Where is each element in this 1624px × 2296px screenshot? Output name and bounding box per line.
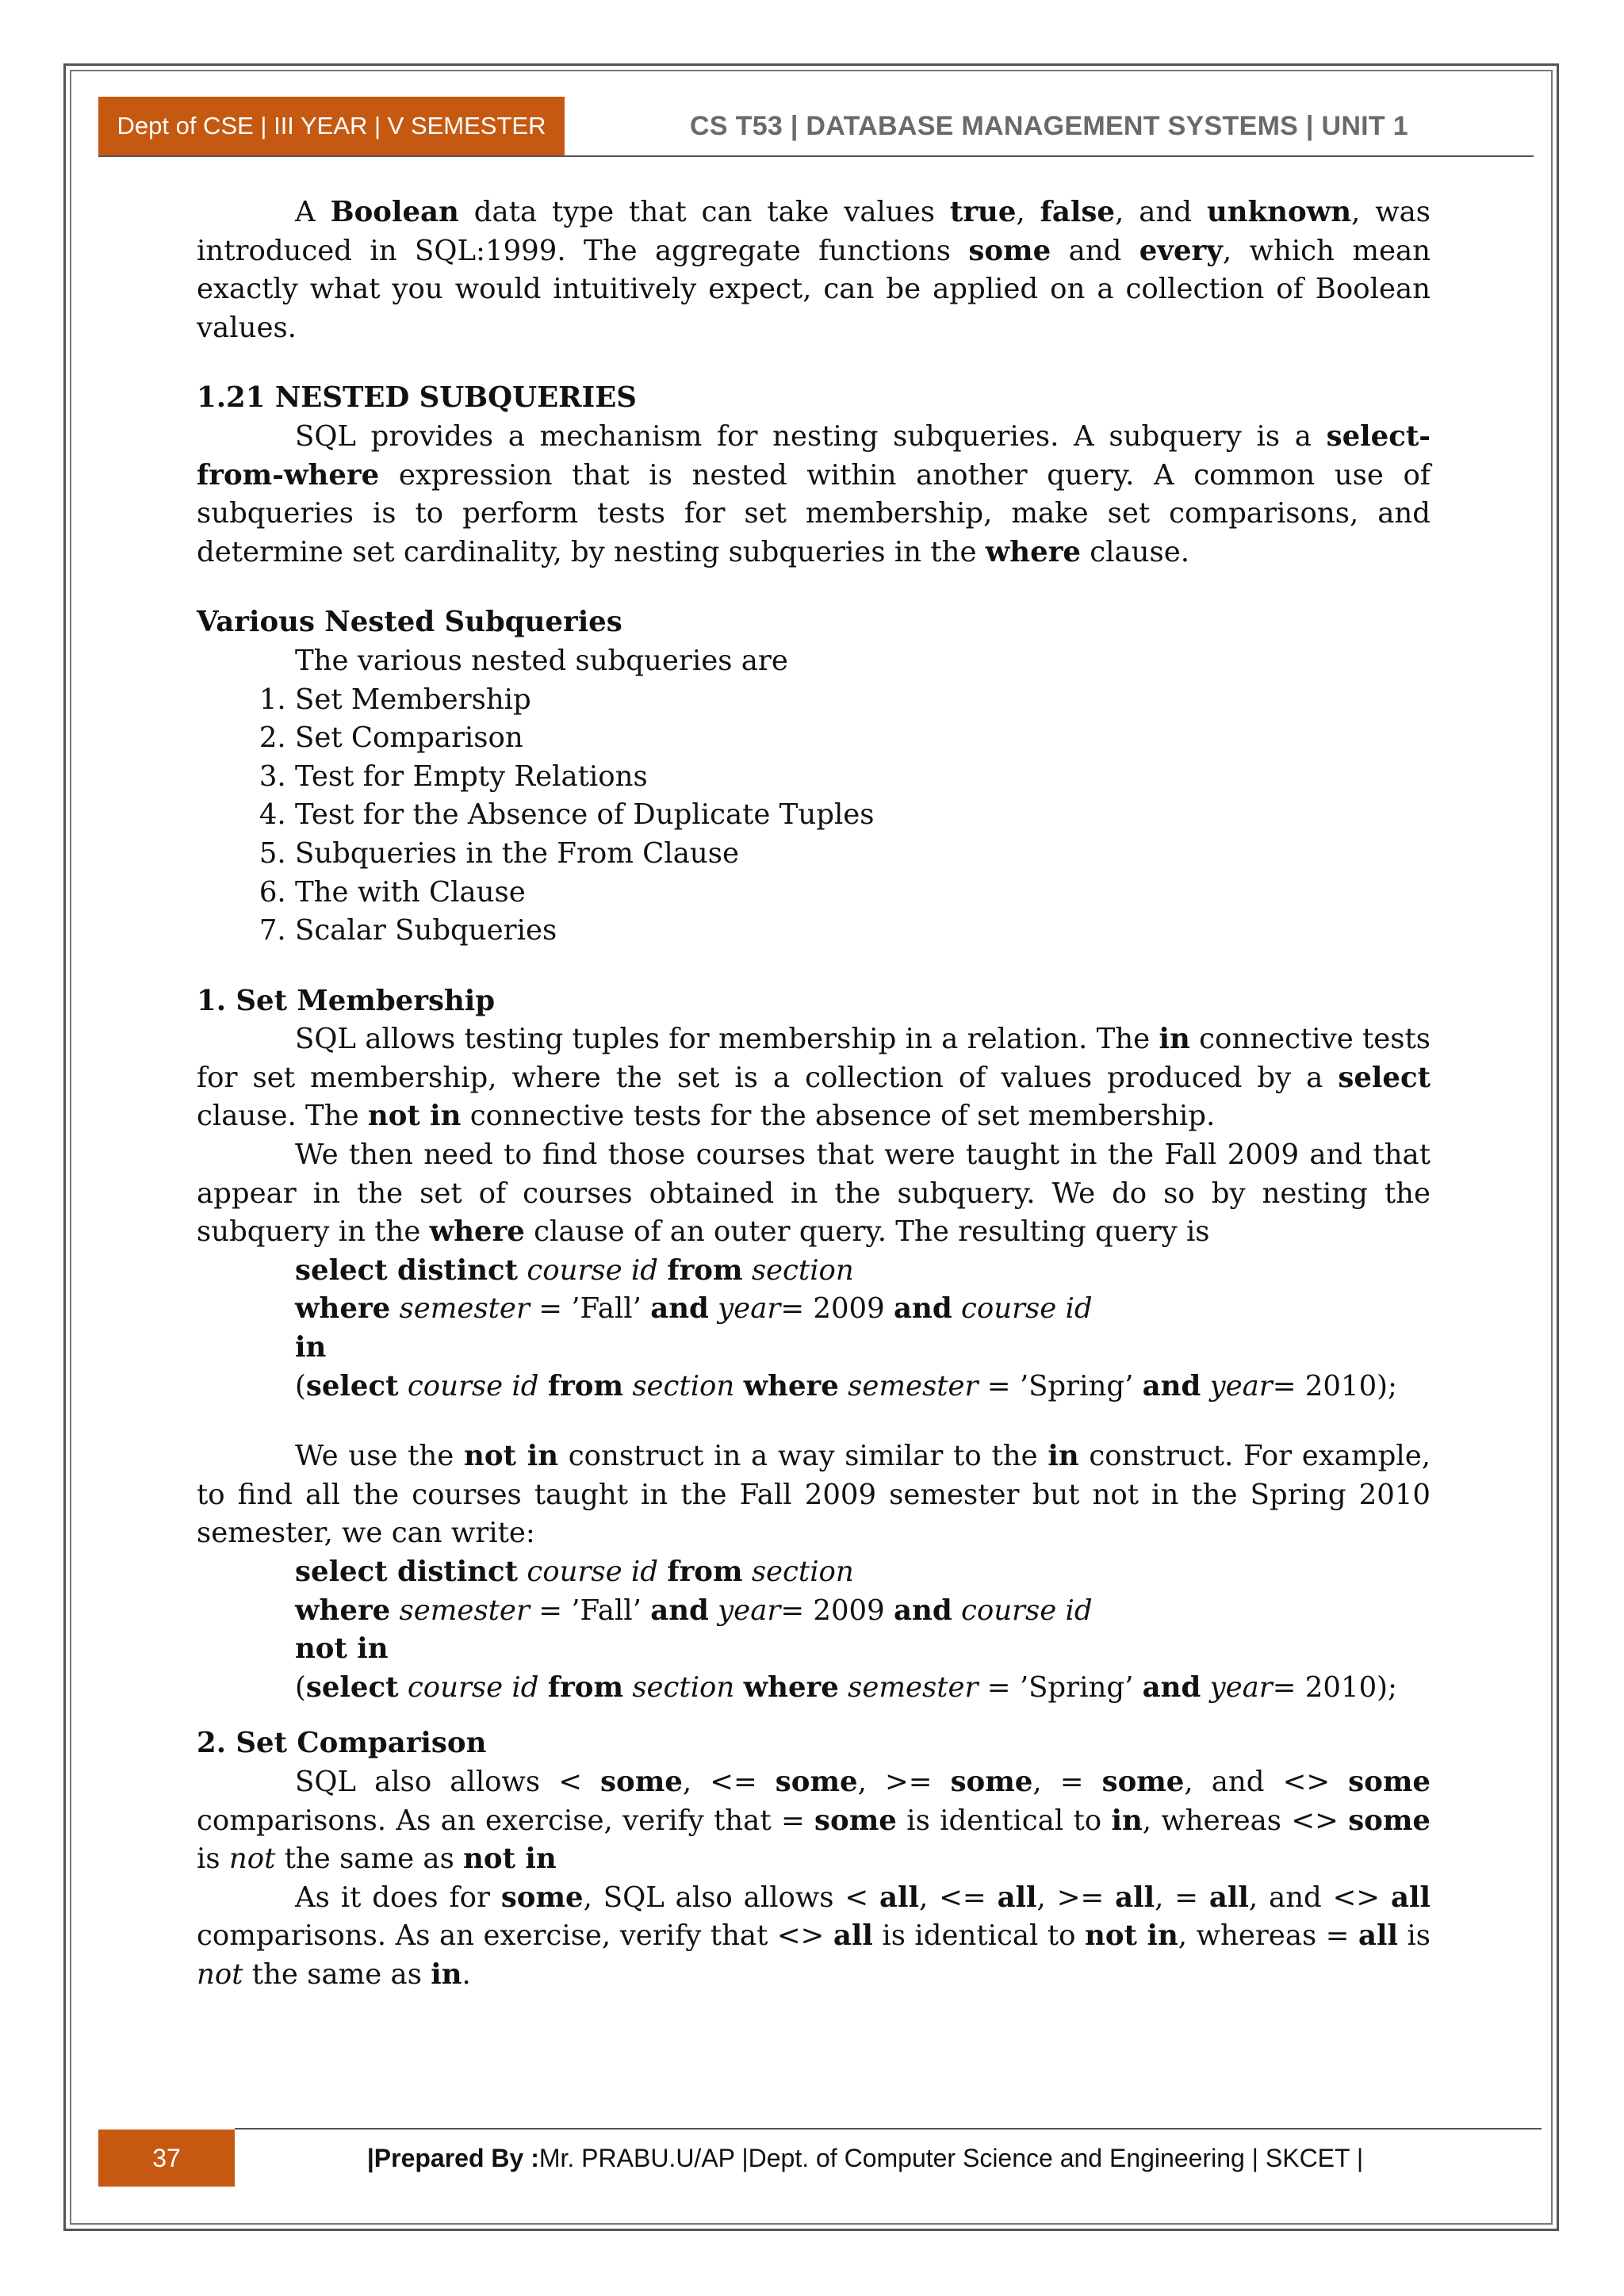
header-course-title: CS T53 | DATABASE MANAGEMENT SYSTEMS | UNIT 1 xyxy=(690,110,1408,141)
page-number: 37 xyxy=(98,2130,235,2187)
sql-query-in: select distinct course id from section where semester = ’Fall’ and year= 2009 and course id in (select course id from section where semester = ’Spring’ and year= 2010); xyxy=(295,1253,1397,1402)
header-department: Dept of CSE | III YEAR | V SEMESTER xyxy=(98,97,565,155)
list-item: 1. Set Membership xyxy=(295,681,1431,720)
boolean-paragraph: A Boolean data type that can take values true, false, and unknown, was introduced in SQL:1999. The aggregate functions some and every, which mean exactly what you would intuitively expect, can be applied on a collection of Boolean values. xyxy=(197,196,1431,344)
footer-credit: |Prepared By : Mr. PRABU.U/AP |Dept. of Computer Science and Engineering | SKCET | xyxy=(366,2143,1364,2172)
header-rule xyxy=(98,155,1534,157)
list-item: 2. Set Comparison xyxy=(295,719,1431,758)
set-comparison-all-paragraph: As it does for some, SQL also allows < all, <= all, >= all, = all, and <> all comparisons. As an exercise, verify that <> all is identical to not in, whereas = all is not the same as in. xyxy=(197,1881,1431,1991)
list-item: 5. Subqueries in the From Clause xyxy=(295,835,1431,874)
set-comparison-some-paragraph: SQL also allows < some, <= some, >= some, = some, and <> some comparisons. As an exercise, verify that = some is identical to in, whereas <> some is not the same as not in xyxy=(197,1765,1431,1876)
list-item: 3. Test for Empty Relations xyxy=(295,758,1431,797)
list-item: 7. Scalar Subqueries xyxy=(295,912,1431,951)
set-membership-paragraph: SQL allows testing tuples for membership in a relation. The in connective tests for set membership, where the set is a collection of values produced by a select clause. The not in connective tests for the absence of set membership. xyxy=(197,1023,1431,1133)
list-item: 4. Test for the Absence of Duplicate Tuples xyxy=(295,796,1431,835)
nested-subqueries-paragraph: SQL provides a mechanism for nesting subqueries. A subquery is a select-from-where expression that is nested within another query. A common use of subqueries is to perform tests for set membership, make set comparisons, and determine set cardinality, by nesting subqueries in the where clause. xyxy=(197,419,1431,568)
set-membership-query-paragraph: We then need to find those courses that were taught in the Fall 2009 and that appear in the set of courses obtained in the subquery. We do so by nesting the subquery in the where clause of an outer query. The resulting query is xyxy=(197,1138,1431,1249)
subheading-various-nested-subqueries: Various Nested Subqueries xyxy=(197,606,622,639)
list-item: 6. The with Clause xyxy=(295,874,1431,913)
various-intro: The various nested subqueries are xyxy=(295,644,788,677)
subheading-set-membership: 1. Set Membership xyxy=(197,984,496,1017)
subheading-set-comparison: 2. Set Comparison xyxy=(197,1727,487,1760)
sql-query-not-in: select distinct course id from section where semester = ’Fall’ and year= 2009 and course id not in (select course id from section where semester = ’Spring’ and year= 2010); xyxy=(295,1556,1397,1704)
page-content xyxy=(197,193,1431,1995)
section-heading-nested-subqueries: 1.21 NESTED SUBQUERIES xyxy=(197,381,637,415)
subquery-types-list xyxy=(197,681,1431,951)
not-in-paragraph: We use the not in construct in a way similar to the in construct. For example, to find all the courses taught in the Fall 2009 semester but not in the Spring 2010 semester, we can write: xyxy=(197,1440,1431,1550)
